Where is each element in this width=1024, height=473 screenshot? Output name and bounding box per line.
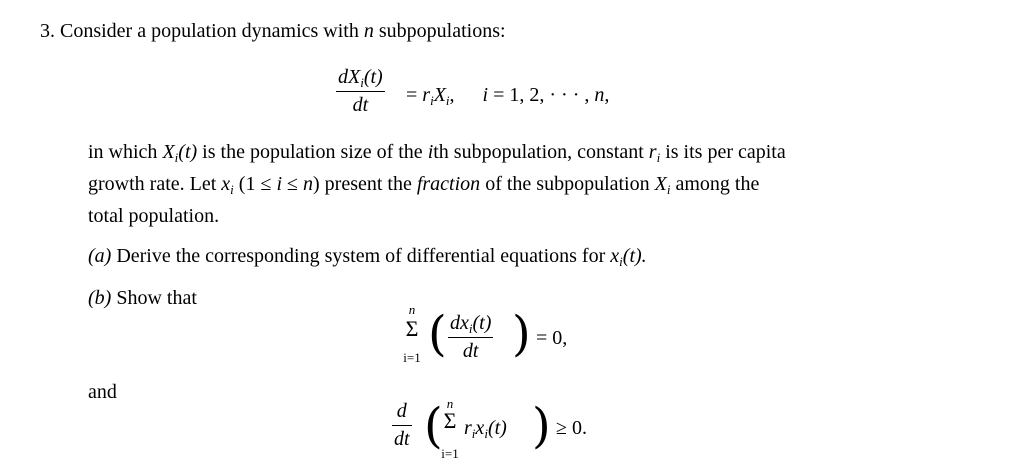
problem-statement xyxy=(40,19,506,43)
eq3-d-fraction: d dt xyxy=(394,400,410,450)
equation-1 xyxy=(336,66,676,126)
eq3-rhs: ≥ 0. xyxy=(556,417,587,439)
eq1-fraction xyxy=(336,66,385,117)
sum2-upper: n xyxy=(446,396,454,411)
problem-intro: Consider a population dynamics with xyxy=(60,20,359,42)
eq2-fraction: $dx_i(t)$ dt xyxy=(450,312,492,362)
problem-intro-end: subpopulations: xyxy=(378,20,506,42)
and-word: and xyxy=(88,381,117,403)
right-paren: ) xyxy=(512,306,531,362)
sum2-symbol: Σ xyxy=(443,408,457,433)
sum-upper: n xyxy=(408,302,416,317)
sum2-lower: i=1 xyxy=(441,446,459,461)
eq1-numerator: $dX_i(t)$ xyxy=(338,66,383,90)
equation-3 xyxy=(392,396,632,468)
sum-symbol: Σ xyxy=(405,316,419,341)
problem-number: 3. xyxy=(40,20,55,42)
part-b-label: (b) xyxy=(88,287,112,309)
paragraph-line-1: in which $X_i(t)$ is the population size of the ith subpopulation, constant $r_i$ is its per capita xyxy=(88,141,786,165)
problem-n: n xyxy=(363,20,374,42)
eq1-fraction-bar xyxy=(336,91,385,92)
equation-2 xyxy=(398,302,598,374)
eq1-rhs: = $r_iX_i$, i = 1, 2, · · · , n, xyxy=(406,84,610,108)
part-a: (a) Derive the corresponding system of differential equations for $x_i(t)$. xyxy=(88,245,647,269)
part-a-label: (a) xyxy=(88,245,112,267)
paragraph-line-2: growth rate. Let $x_i$ (1 ≤ i ≤ n) present the fraction of the subpopulation $X_i$ among the xyxy=(88,173,760,197)
eq3-term: $r_ix_i(t)$ xyxy=(464,417,507,441)
eq1-denominator: dt xyxy=(352,94,369,116)
paragraph-line-3: total population. xyxy=(88,205,220,227)
left-paren-2: ( xyxy=(424,398,443,454)
emphasis-fraction: fraction xyxy=(416,173,481,195)
right-paren-2: ) xyxy=(532,398,551,454)
part-b: (b) Show that xyxy=(88,287,197,309)
eq2-rhs: = 0, xyxy=(536,327,568,349)
left-paren: ( xyxy=(428,306,447,362)
sum-lower: i=1 xyxy=(403,350,421,365)
